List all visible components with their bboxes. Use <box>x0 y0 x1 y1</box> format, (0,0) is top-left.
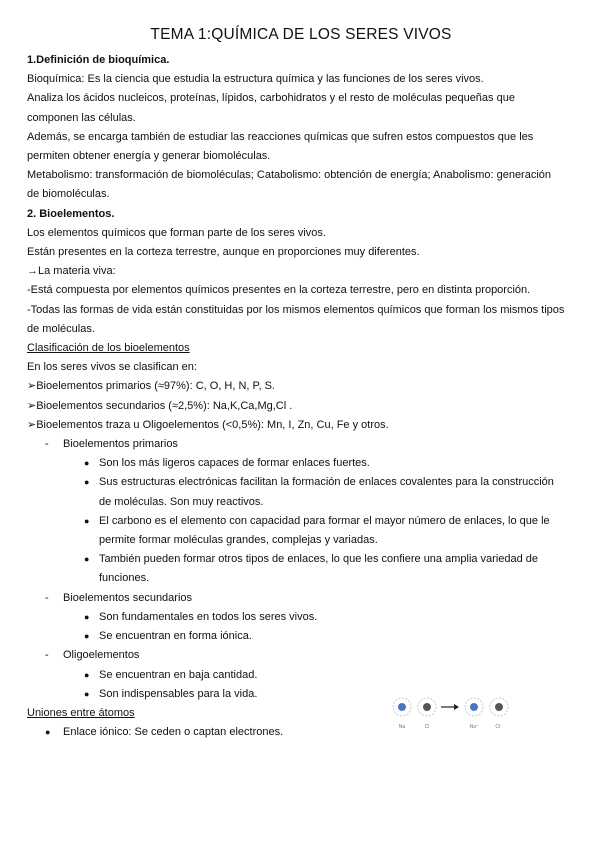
paragraph-line: Están presentes en la corteza terrestre, aunque en proporciones muy diferentes. <box>27 246 420 259</box>
arrow-list-item: ➢Bioelementos traza u Oligoelementos (<0,5%): Mn, I, Zn, Cu, Fe y otros. <box>27 418 389 431</box>
section-1-heading: 1.Definición de bioquímica. <box>27 54 170 66</box>
sodium-atom-icon <box>393 698 411 716</box>
paragraph-line: de biomoléculas. <box>27 188 110 201</box>
paragraph-line: Analiza los ácidos nucleicos, proteínas, lípidos, carbohidratos y el resto de moléculas pequeñas que <box>27 92 515 105</box>
diagram-label-cl: Cl <box>424 724 430 730</box>
arrow-bullet-icon: ➢ <box>27 380 37 393</box>
dot-bullet-icon: ● <box>84 631 90 642</box>
dot-bullet-icon: ● <box>84 611 90 622</box>
dash-bullet-icon: - <box>45 438 49 451</box>
paragraph-line: -Está compuesta por elementos químicos presentes en la corteza terrestre, pero en distinta proporción. <box>27 284 531 297</box>
dot-list-item: ● También pueden formar otros tipos de enlaces, lo que les confiere una amplia variedad de <box>27 550 575 569</box>
dot-list-item: ● Enlace iónico: Se ceden o captan electrones. <box>27 723 575 742</box>
sodium-ion-icon <box>465 698 483 716</box>
dot-list-item: ● El carbono es el elemento con capacidad para formar el mayor número de enlaces, lo que le <box>27 512 575 531</box>
reaction-arrow-icon <box>441 704 459 710</box>
arrow-list-item: ➢Bioelementos secundarios (≈2,5%): Na,K,Ca,Mg,Cl . <box>27 399 293 412</box>
page-title: TEMA 1:QUÍMICA DE LOS SERES VIVOS <box>150 26 452 43</box>
arrow-bullet-icon: ➢ <box>27 418 37 431</box>
dot-bullet-icon: ● <box>45 727 51 738</box>
dot-bullet-icon: ● <box>84 458 90 469</box>
paragraph-line: permiten obtener energía y generar biomoléculas. <box>27 150 271 163</box>
dash-list-item: - Bioelementos secundarios <box>27 589 575 608</box>
classification-heading: Clasificación de los bioelementos <box>27 342 190 355</box>
dot-bullet-icon: ● <box>84 669 90 680</box>
diagram-label-cl-ion: Cl⁻ <box>495 724 503 730</box>
paragraph-line: →La materia viva: <box>27 265 116 278</box>
dot-list-item: ● Se encuentran en baja cantidad. <box>27 666 575 685</box>
list-item-continuation: permite formar moléculas grandes, complejas y variadas. <box>99 534 378 547</box>
paragraph-line: -Todas las formas de vida están constituidas por los mismos elementos químicos que forman los mismos tipos <box>27 303 565 316</box>
paragraph-line: componen las células. <box>27 111 136 124</box>
dash-list-item: - Oligoelementos <box>27 646 575 665</box>
dot-bullet-icon: ● <box>84 688 90 699</box>
dot-list-item: ● Se encuentran en forma iónica. <box>27 627 575 646</box>
paragraph-line: de moléculas. <box>27 322 95 335</box>
arrow-list-item: ➢Bioelementos primarios (≈97%): C, O, H, N, P, S. <box>27 380 275 393</box>
section-2-heading: 2. Bioelementos. <box>27 207 115 220</box>
dot-list-item: ● Son los más ligeros capaces de formar enlaces fuertes. <box>27 454 575 473</box>
dot-bullet-icon: ● <box>84 477 90 488</box>
paragraph-line: Bioquímica: Es la ciencia que estudia la estructura química y las funciones de los seres vivos. <box>27 73 484 86</box>
list-item-continuation: funciones. <box>99 572 150 585</box>
dot-list-item: ● Son fundamentales en todos los seres vivos. <box>27 608 575 627</box>
diagram-label-na-ion: Na⁺ <box>469 724 479 730</box>
paragraph-line: Además, se encarga también de estudiar las reacciones químicas que sufren estos compuestos que les <box>27 130 534 143</box>
unions-heading: Uniones entre átomos <box>27 706 135 719</box>
dot-bullet-icon: ● <box>84 554 90 565</box>
ionic-bond-diagram <box>390 694 520 734</box>
dot-bullet-icon: ● <box>84 515 90 526</box>
arrow-bullet-icon: ➢ <box>27 399 37 412</box>
document-page <box>27 26 575 742</box>
dash-bullet-icon: - <box>45 591 49 604</box>
chlorine-atom-icon <box>418 698 436 716</box>
dash-bullet-icon: - <box>45 649 49 662</box>
dash-list-item: - Bioelementos primarios <box>27 435 575 454</box>
chloride-ion-icon <box>490 698 508 716</box>
paragraph-line: Los elementos químicos que forman parte de los seres vivos. <box>27 226 326 239</box>
dot-list-item: ● Son indispensables para la vida. <box>27 685 575 704</box>
paragraph-line: En los seres vivos se clasifican en: <box>27 361 197 374</box>
diagram-label-na: Na <box>398 724 406 730</box>
list-item-continuation: de moléculas. Son muy reactivos. <box>99 495 264 508</box>
dot-list-item: ● Sus estructuras electrónicas facilitan la formación de enlaces covalentes para la construcción <box>27 473 575 492</box>
paragraph-line: Metabolismo: transformación de biomoléculas; Catabolismo: obtención de energía; Anabolismo: generación <box>27 169 552 182</box>
